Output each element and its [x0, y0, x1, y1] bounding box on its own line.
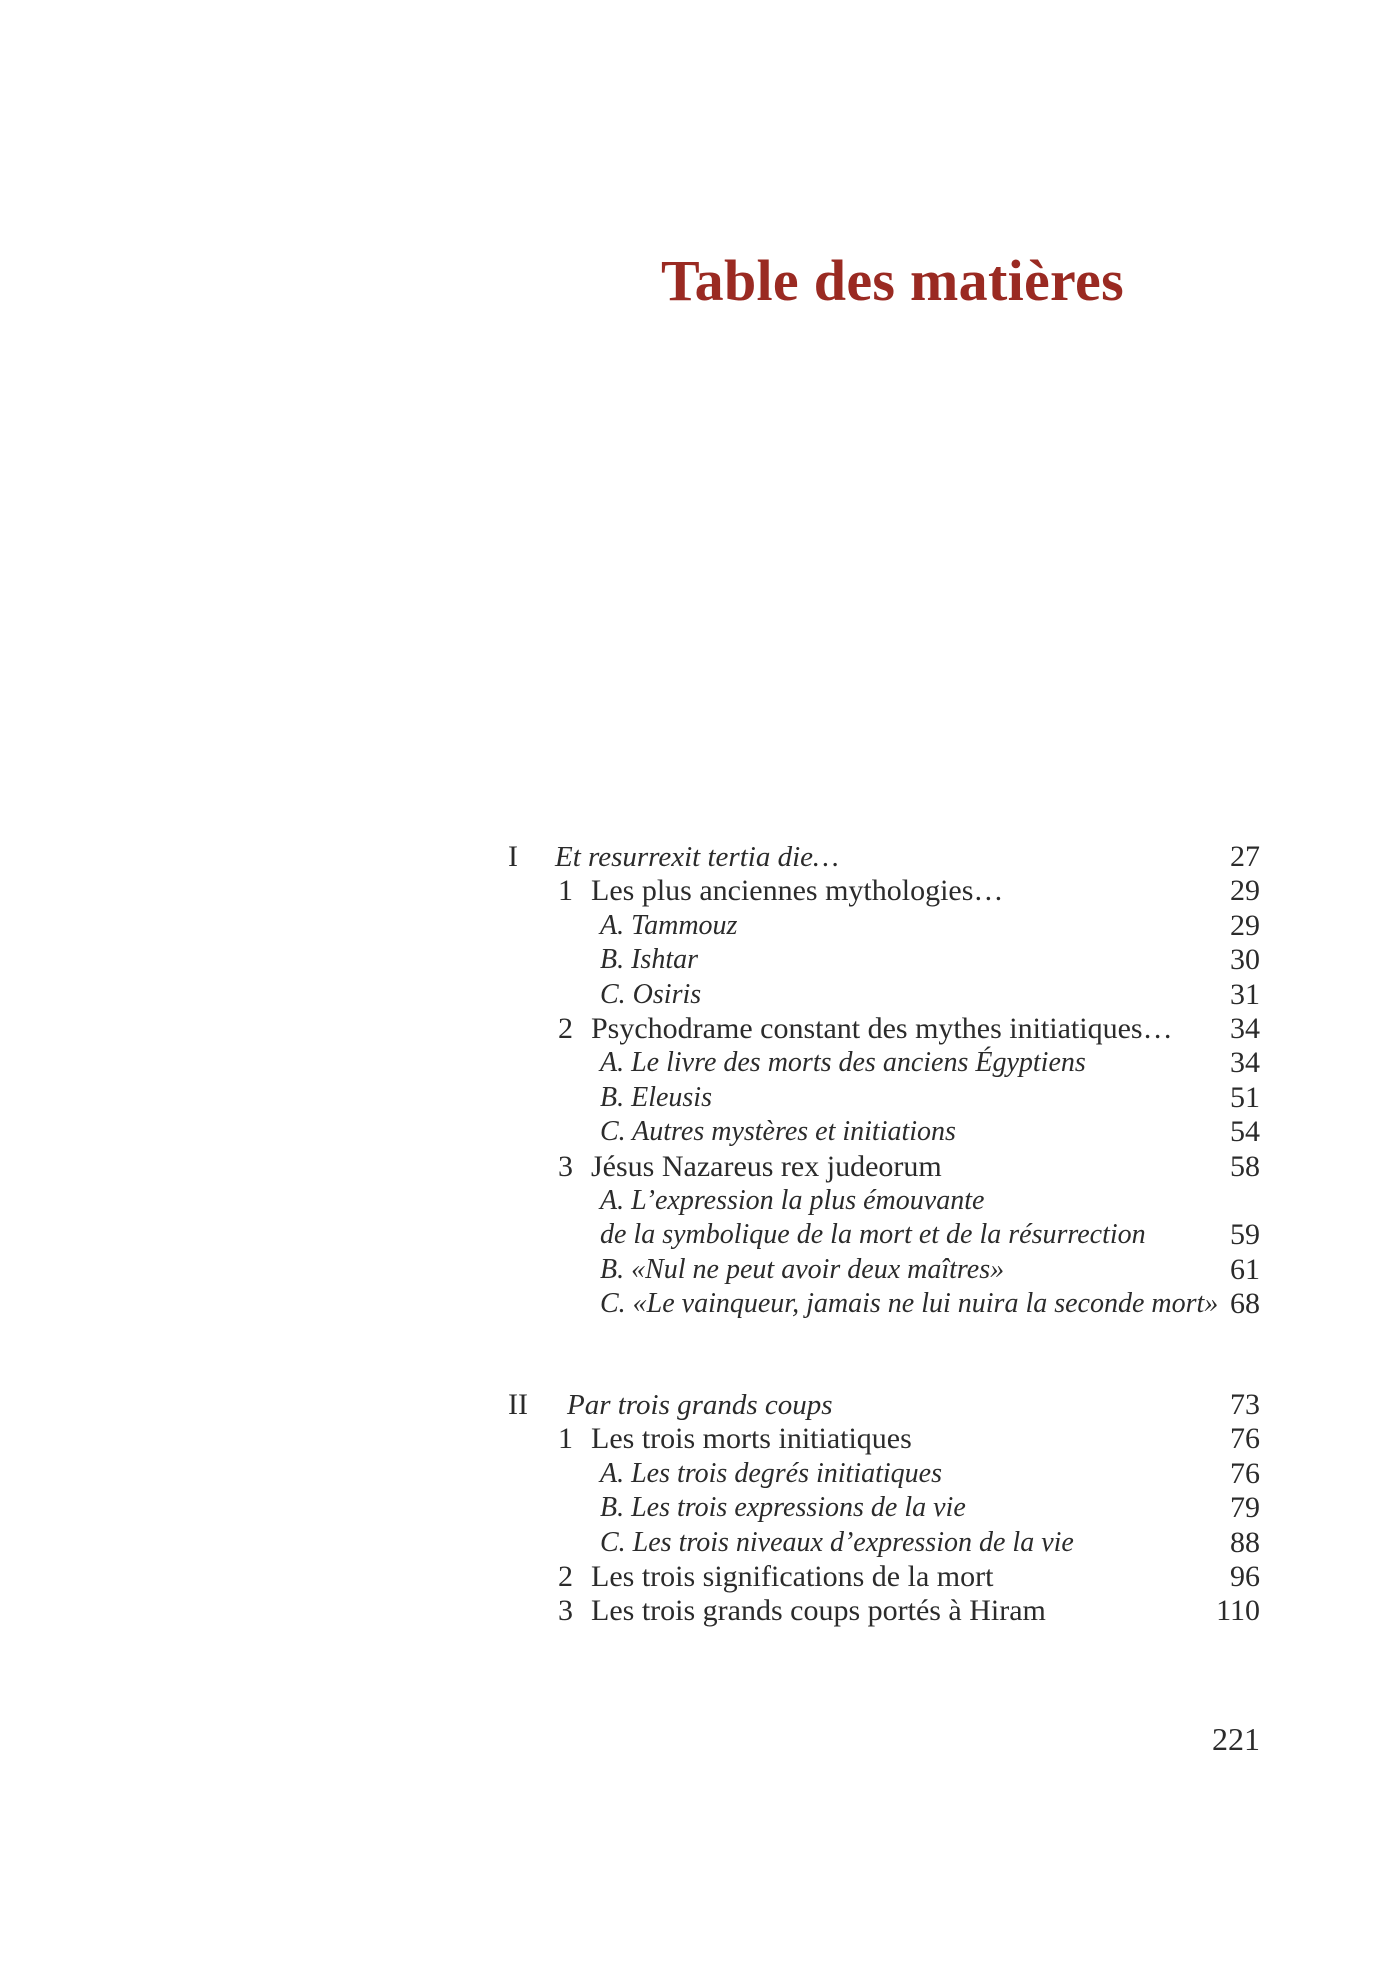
chapter-title: Psychodrame constant des mythes initiatiques… [591, 1011, 1173, 1045]
toc-section [508, 1218, 1260, 1252]
toc-chapter [508, 1012, 1260, 1046]
page-number: 96 [1230, 1559, 1260, 1593]
toc-chapter [508, 1150, 1260, 1184]
page-number: 76 [1230, 1456, 1260, 1490]
page-number: 110 [1216, 1594, 1260, 1628]
section-title: C. «Le vainqueur, jamais ne lui nuira la seconde mort» [600, 1288, 1219, 1320]
toc-section [508, 978, 1260, 1012]
toc-chapter [508, 1594, 1260, 1628]
page-number: 73 [1230, 1388, 1260, 1421]
toc-part-heading [508, 840, 1260, 874]
page-number: 88 [1230, 1525, 1260, 1559]
page-number: 76 [1230, 1422, 1260, 1456]
section-title: de la symbolique de la mort et de la résurrection [600, 1219, 1146, 1251]
chapter-title: Les trois grands coups portés à Hiram [591, 1594, 1046, 1628]
section-title: C. Autres mystères et initiations [600, 1116, 956, 1148]
section-title: A. Les trois degrés initiatiques [600, 1457, 942, 1489]
chapter-number: 1 [558, 874, 573, 908]
section-title: C. Osiris [600, 978, 702, 1010]
page-number: 34 [1230, 1046, 1260, 1080]
section-title: A. Le livre des morts des anciens Égyptiens [600, 1047, 1086, 1079]
toc-section [508, 1457, 1260, 1491]
toc-chapter [508, 1560, 1260, 1594]
page-title: Table des matières [661, 248, 1124, 313]
chapter-title: Jésus Nazareus rex judeorum [591, 1149, 942, 1183]
page-number: 79 [1230, 1491, 1260, 1525]
toc-section [508, 909, 1260, 943]
page-number: 29 [1230, 874, 1260, 908]
page-number: 61 [1230, 1252, 1260, 1286]
section-title: B. Ishtar [600, 944, 698, 976]
toc-section [508, 1491, 1260, 1525]
toc-section [508, 1081, 1260, 1115]
page-number: 51 [1230, 1080, 1260, 1114]
toc-section [508, 943, 1260, 977]
section-title: A. L’expression la plus émouvante [600, 1184, 985, 1216]
chapter-number: 2 [558, 1559, 573, 1593]
page-number: 27 [1230, 840, 1260, 873]
chapter-number: 3 [558, 1149, 573, 1183]
part-number: II [508, 1388, 528, 1421]
part-title: Et resurrexit tertia die… [555, 841, 839, 873]
toc-chapter [508, 1422, 1260, 1456]
page-number: 31 [1230, 977, 1260, 1011]
page-number: 68 [1230, 1287, 1260, 1321]
section-title: B. Les trois expressions de la vie [600, 1492, 966, 1524]
section-title: C. Les trois niveaux d’expression de la vie [600, 1526, 1074, 1558]
toc-part-2 [508, 1388, 1260, 1629]
page-number: 30 [1230, 943, 1260, 977]
chapter-title: Les trois morts initiatiques [591, 1422, 912, 1456]
section-title: B. Eleusis [600, 1081, 712, 1113]
part-number: I [508, 840, 518, 873]
page-number: 54 [1230, 1115, 1260, 1149]
section-title: A. Tammouz [600, 909, 738, 941]
toc-chapter [508, 874, 1260, 908]
chapter-title: Les trois significations de la mort [591, 1559, 994, 1593]
section-title: B. «Nul ne peut avoir deux maîtres» [600, 1253, 1005, 1285]
chapter-number: 1 [558, 1422, 573, 1456]
page-number: 59 [1230, 1218, 1260, 1252]
page-number: 34 [1230, 1011, 1260, 1045]
chapter-number: 2 [558, 1011, 573, 1045]
toc-section [508, 1046, 1260, 1080]
chapter-number: 3 [558, 1594, 573, 1628]
page-number: 58 [1230, 1149, 1260, 1183]
part-title: Par trois grands coups [567, 1389, 833, 1421]
chapter-title: Les plus anciennes mythologies… [591, 874, 1004, 908]
toc-part-1 [508, 840, 1260, 1321]
folio-page-number: 221 [1212, 1721, 1260, 1757]
page-number: 29 [1230, 908, 1260, 942]
toc-section [508, 1253, 1260, 1287]
toc-section [508, 1287, 1260, 1321]
toc-section [508, 1115, 1260, 1149]
toc-section [508, 1184, 1260, 1218]
toc-part-heading [508, 1388, 1260, 1422]
toc-section [508, 1526, 1260, 1560]
